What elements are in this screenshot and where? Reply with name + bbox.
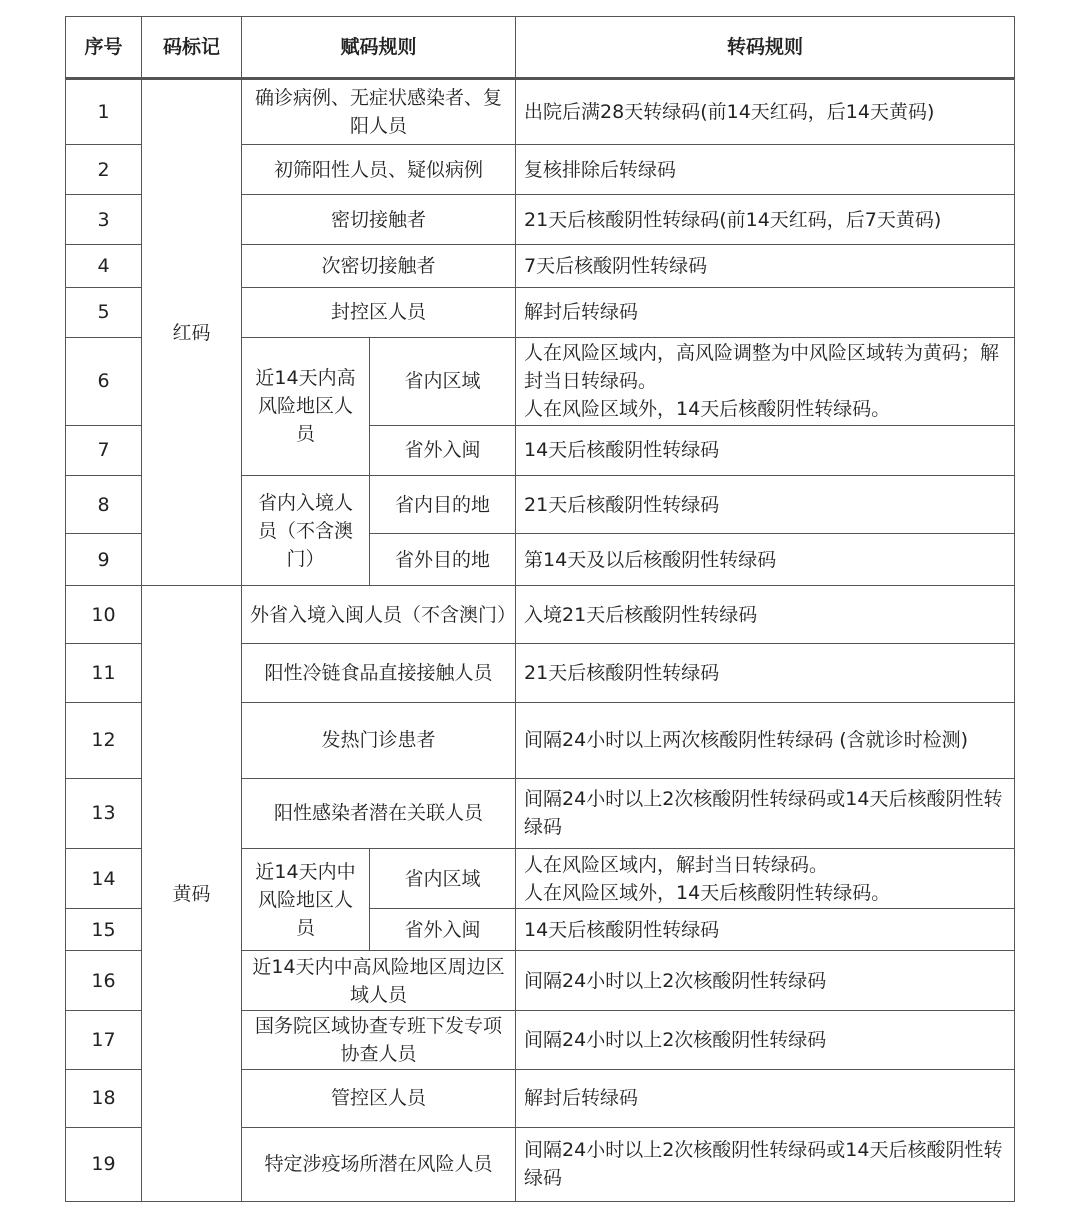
mark-yellow: 黄码	[142, 586, 242, 1202]
row-no: 19	[66, 1127, 142, 1201]
row-no: 8	[66, 476, 142, 534]
mark-red: 红码	[142, 79, 242, 586]
assign-rule: 阳性感染者潜在关联人员	[242, 778, 516, 848]
group-inbound: 省内入境人员（不含澳门）	[242, 476, 370, 586]
convert-rule: 第14天及以后核酸阴性转绿码	[516, 534, 1015, 586]
row-no: 15	[66, 909, 142, 951]
convert-rule	[516, 337, 1015, 425]
row-no: 1	[66, 79, 142, 145]
convert-rule: 间隔24小时以上两次核酸阴性转绿码 (含就诊时检测)	[516, 702, 1015, 778]
convert-rule	[516, 848, 1015, 908]
assign-rule: 初筛阳性人员、疑似病例	[242, 145, 516, 195]
assign-rule: 管控区人员	[242, 1069, 516, 1127]
row-no: 13	[66, 778, 142, 848]
sub-region: 省外入闽	[370, 425, 516, 475]
group-high-risk: 近14天内高风险地区人员	[242, 337, 370, 475]
convert-rule: 21天后核酸阴性转绿码	[516, 476, 1015, 534]
row-no: 5	[66, 287, 142, 337]
row-no: 12	[66, 702, 142, 778]
row-no: 17	[66, 1011, 142, 1069]
row-no: 11	[66, 644, 142, 702]
convert-rule: 间隔24小时以上2次核酸阴性转绿码	[516, 951, 1015, 1011]
convert-rule: 出院后满28天转绿码(前14天红码，后14天黄码)	[516, 79, 1015, 145]
code-rules-table	[65, 16, 1015, 1202]
table-row	[66, 586, 1015, 644]
convert-rule: 间隔24小时以上2次核酸阴性转绿码或14天后核酸阴性转绿码	[516, 778, 1015, 848]
convert-line: 人在风险区域内，解封当日转绿码。	[524, 853, 829, 876]
convert-rule: 间隔24小时以上2次核酸阴性转绿码	[516, 1011, 1015, 1069]
convert-rule: 解封后转绿码	[516, 1069, 1015, 1127]
assign-rule: 次密切接触者	[242, 245, 516, 287]
convert-line: 人在风险区域外，14天后核酸阴性转绿码。	[524, 881, 891, 904]
assign-rule: 发热门诊患者	[242, 702, 516, 778]
group-mid-risk: 近14天内中风险地区人员	[242, 848, 370, 950]
assign-rule: 阳性冷链食品直接接触人员	[242, 644, 516, 702]
convert-rule: 7天后核酸阴性转绿码	[516, 245, 1015, 287]
row-no: 18	[66, 1069, 142, 1127]
row-no: 14	[66, 848, 142, 908]
header-mark: 码标记	[142, 17, 242, 79]
row-no: 7	[66, 425, 142, 475]
assign-rule: 封控区人员	[242, 287, 516, 337]
assign-rule: 外省入境入闽人员（不含澳门）	[242, 586, 516, 644]
convert-line: 人在风险区域内，高风险调整为中风险区域转为黄码；解封当日转绿码。	[524, 342, 1000, 393]
row-no: 16	[66, 951, 142, 1011]
header-no: 序号	[66, 17, 142, 79]
convert-rule: 入境21天后核酸阴性转绿码	[516, 586, 1015, 644]
row-no: 3	[66, 195, 142, 245]
assign-rule: 特定涉疫场所潜在风险人员	[242, 1127, 516, 1201]
header-convert-rule: 转码规则	[516, 17, 1015, 79]
header-assign-rule: 赋码规则	[242, 17, 516, 79]
table-row	[66, 79, 1015, 145]
assign-rule: 近14天内中高风险地区周边区域人员	[242, 951, 516, 1011]
convert-rule: 21天后核酸阴性转绿码(前14天红码，后7天黄码)	[516, 195, 1015, 245]
sub-region: 省外目的地	[370, 534, 516, 586]
row-no: 6	[66, 337, 142, 425]
assign-rule: 密切接触者	[242, 195, 516, 245]
row-no: 10	[66, 586, 142, 644]
sub-region: 省内区域	[370, 848, 516, 908]
sub-region: 省内区域	[370, 337, 516, 425]
convert-rule: 21天后核酸阴性转绿码	[516, 644, 1015, 702]
sub-region: 省内目的地	[370, 476, 516, 534]
row-no: 9	[66, 534, 142, 586]
convert-rule: 解封后转绿码	[516, 287, 1015, 337]
assign-rule: 确诊病例、无症状感染者、复阳人员	[242, 79, 516, 145]
convert-rule: 间隔24小时以上2次核酸阴性转绿码或14天后核酸阴性转绿码	[516, 1127, 1015, 1201]
convert-rule: 14天后核酸阴性转绿码	[516, 425, 1015, 475]
row-no: 4	[66, 245, 142, 287]
sub-region: 省外入闽	[370, 909, 516, 951]
row-no: 2	[66, 145, 142, 195]
convert-rule: 14天后核酸阴性转绿码	[516, 909, 1015, 951]
convert-line: 人在风险区域外，14天后核酸阴性转绿码。	[524, 398, 891, 421]
header-row	[66, 17, 1015, 79]
assign-rule: 国务院区域协查专班下发专项协查人员	[242, 1011, 516, 1069]
convert-rule: 复核排除后转绿码	[516, 145, 1015, 195]
